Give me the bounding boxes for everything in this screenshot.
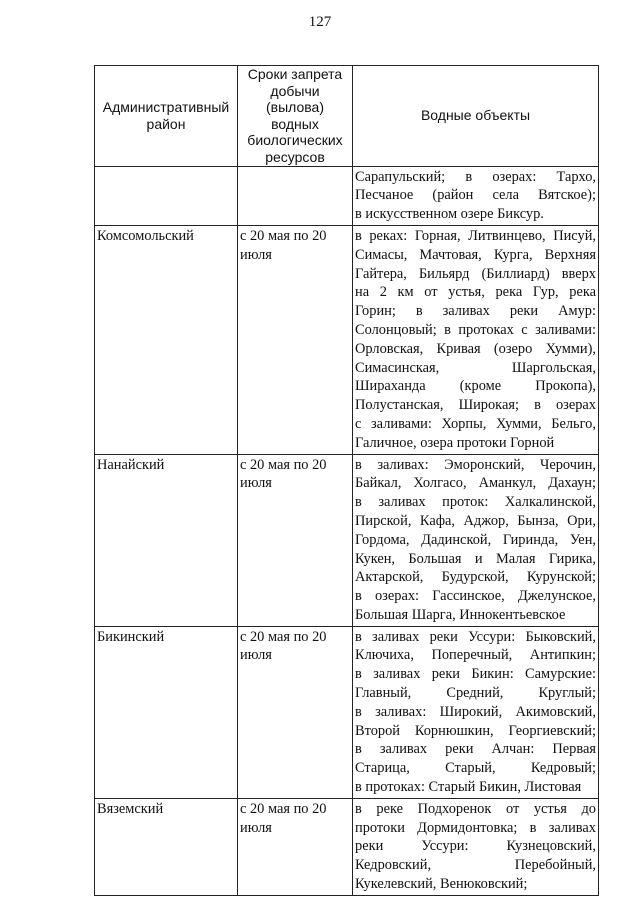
table-row [95, 166, 599, 225]
object-line: Шираханда (кроме Прокопа), [355, 378, 596, 395]
object-line: в реках: Горная, Литвинцево, Писуй, [355, 227, 596, 244]
object-line: Пирской, Кафа, Аджор, Бынза, Ори, [355, 512, 596, 529]
object-line: в озерах: Гассинское, Джелунское, [355, 588, 596, 605]
cell-period: с 20 мая по 20 июля [238, 626, 353, 798]
header-objects: Водные объекты [353, 66, 599, 167]
object-line: в заливах реки Уссури: Быковский, [355, 628, 596, 645]
object-line: Большая Шарга, Иннокентьевское [355, 606, 566, 623]
cell-water-objects [353, 225, 599, 454]
object-line: в заливах проток: Халкалинской, [355, 494, 596, 511]
object-line: в заливах реки Бикин: Самурские: [355, 666, 596, 683]
object-line: на 2 км от устья, река Гур, река [355, 284, 596, 301]
cell-water-objects [353, 626, 599, 798]
object-line: Гордома, Дадинской, Гиринда, Уен, [355, 531, 596, 548]
object-line: Горин; в заливах реки Амур: [355, 303, 596, 320]
table-row [95, 798, 599, 895]
cell-water-objects [353, 798, 599, 895]
header-period: Сроки запрета добычи (вылова) водных биологических ресурсов [238, 66, 353, 167]
cell-water-objects [353, 454, 599, 626]
object-line: в протоках: Старый Бикин, Листовая [355, 779, 582, 796]
cell-district: Нанайский [95, 454, 238, 626]
object-line: Главный, Средний, Круглый; [355, 685, 596, 702]
object-line: в искусственном озере Биксур. [355, 206, 544, 223]
table-row [95, 626, 599, 798]
table-row [95, 225, 599, 454]
object-line: Песчаное (район села Вятское); [355, 187, 596, 204]
cell-period [238, 166, 353, 225]
cell-district: Вяземский [95, 798, 238, 895]
cell-district: Бикинский [95, 626, 238, 798]
object-line: Орловская, Кривая (озеро Хумми), [355, 340, 596, 357]
table-row [95, 454, 599, 626]
object-line: Старица, Старый, Кедровый; [355, 760, 596, 777]
object-line: Галичное, озера протоки Горной [355, 434, 555, 451]
cell-period: с 20 мая по 20 июля [238, 798, 353, 895]
object-line: Второй Корнюшкин, Георгиевский; [355, 722, 596, 739]
cell-district [95, 166, 238, 225]
object-line: в заливах: Эморонский, Черочин, [355, 456, 596, 473]
object-line: Солонцовый; в протоках с заливами: [355, 321, 596, 338]
cell-district: Комсомольский [95, 225, 238, 454]
object-line: Кедровский, Перебойный, [355, 857, 596, 874]
cell-period: с 20 мая по 20 июля [238, 225, 353, 454]
header-district: Административный район [95, 66, 238, 167]
object-line: Симасы, Мачтовая, Курга, Верхняя [355, 246, 596, 263]
object-line: в заливах: Широкий, Акимовский, [355, 703, 596, 720]
water-objects-table [94, 65, 599, 896]
object-line: Байкал, Холгасо, Аманкул, Дахаун; [355, 475, 596, 492]
object-line: Ключиха, Поперечный, Антипкин; [355, 647, 596, 664]
table-header-row [95, 66, 599, 167]
object-line: в реке Подхоренок от устья до [355, 800, 596, 817]
object-line: с заливами: Хорпы, Хумми, Бельго, [355, 415, 596, 432]
object-line: в заливах реки Алчан: Первая [355, 741, 596, 758]
cell-period: с 20 мая по 20 июля [238, 454, 353, 626]
object-line: Кукелевский, Венюковский; [355, 876, 528, 893]
object-line: Актарской, Будурской, Курунской; [355, 569, 596, 586]
page-number: 127 [308, 14, 332, 30]
object-line: Кукен, Большая и Малая Гирика, [355, 550, 596, 567]
object-line: протоки Дормидонтовка; в заливах [355, 819, 596, 836]
object-line: Полустанская, Широкая; в озерах [355, 397, 596, 414]
object-line: Сарапульский; в озерах: Тархо, [355, 168, 596, 185]
cell-water-objects [353, 166, 599, 225]
object-line: реки Уссури: Кузнецовский, [355, 838, 596, 855]
object-line: Симасинская, Шаргольская, [355, 359, 596, 376]
object-line: Гайтера, Бильярд (Биллиард) вверх [355, 265, 596, 282]
